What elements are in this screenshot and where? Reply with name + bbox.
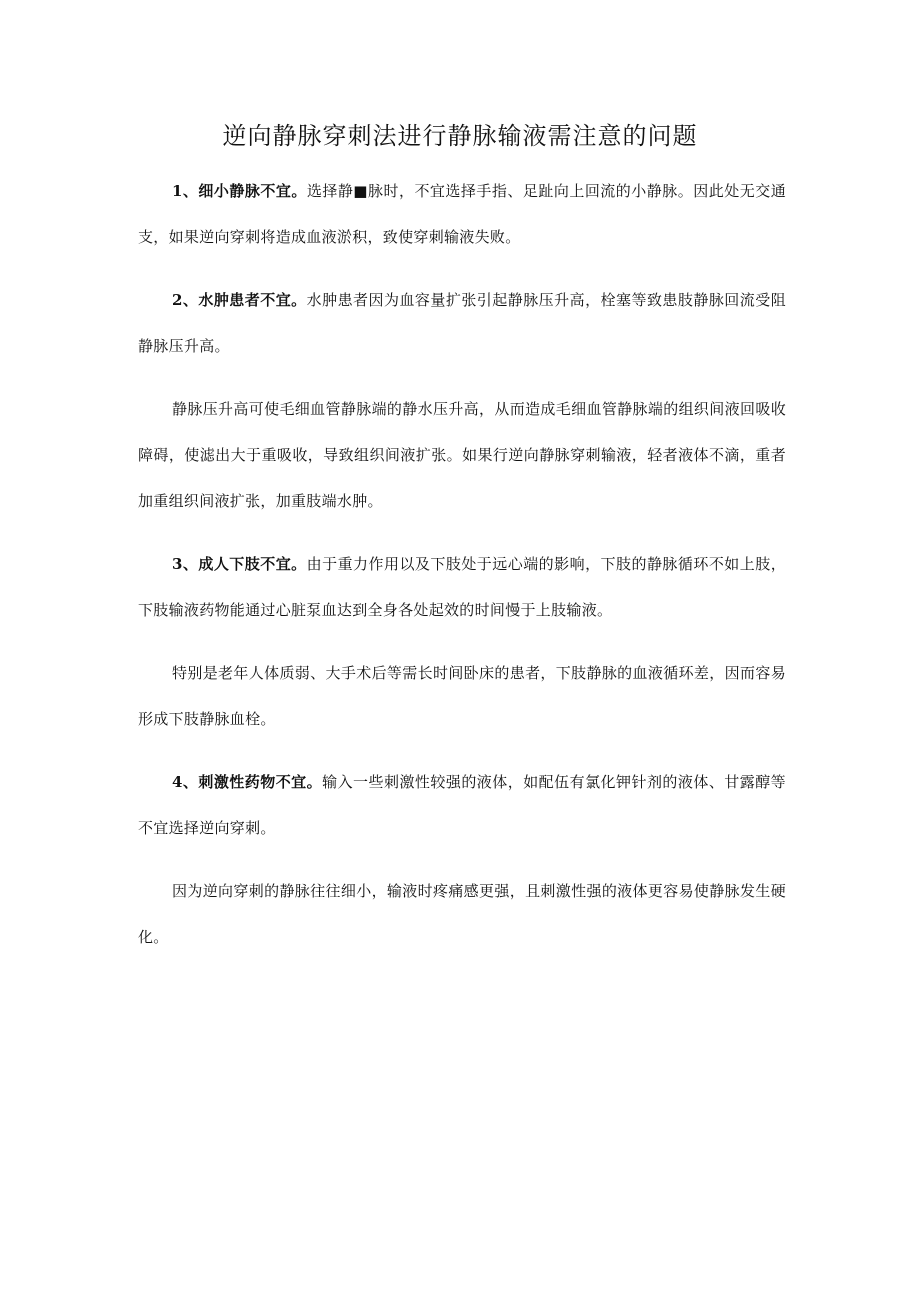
paragraph-text: 水肿患者因为血容量扩张引起静脉压升高，栓塞等致患肢静脉回流受阻静脉压升高。 xyxy=(138,291,786,355)
paragraph-1 xyxy=(138,168,786,260)
paragraph-2 xyxy=(138,277,786,369)
paragraph-4 xyxy=(138,541,786,633)
paragraph-text: 静脉压升高可使毛细血管静脉端的静水压升高，从而造成毛细血管静脉端的组织间液回吸收障碍，使滤出大于重吸收，导致组织间液扩张。如果行逆向静脉穿刺输液，轻者液体不滴，重者加重组织间液扩张，加重肢端水肿。 xyxy=(138,400,786,510)
paragraph-lead: 4、刺激性药物不宜。 xyxy=(172,773,323,791)
paragraph-6 xyxy=(138,759,786,851)
paragraph-7 xyxy=(138,868,786,960)
paragraph-text: 选择静■脉时，不宜选择手指、足趾向上回流的小静脉。因此处无交通支，如果逆向穿刺将造成血液淤积，致使穿刺输液失败。 xyxy=(138,182,786,246)
paragraph-text: 因为逆向穿刺的静脉往往细小，输液时疼痛感更强，且刺激性强的液体更容易使静脉发生硬化。 xyxy=(138,882,786,946)
paragraph-5 xyxy=(138,650,786,742)
paragraph-lead: 3、成人下肢不宜。 xyxy=(172,555,307,573)
document-body xyxy=(138,168,786,977)
paragraph-3 xyxy=(138,386,786,524)
paragraph-lead: 2、水肿患者不宜。 xyxy=(172,291,307,309)
paragraph-text: 特别是老年人体质弱、大手术后等需长时间卧床的患者，下肢静脉的血液循环差，因而容易形成下肢静脉血栓。 xyxy=(138,664,786,728)
paragraph-text: 由于重力作用以及下肢处于远心端的影响，下肢的静脉循环不如上肢，下肢输液药物能通过心脏泵血达到全身各处起效的时间慢于上肢输液。 xyxy=(138,555,786,619)
document-title: 逆向静脉穿刺法进行静脉输液需注意的问题 xyxy=(222,122,698,150)
paragraph-lead: 1、细小静脉不宜。 xyxy=(172,182,307,200)
paragraph-text: 输入一些刺激性较强的液体，如配伍有氯化钾针剂的液体、甘露醇等不宜选择逆向穿刺。 xyxy=(138,773,786,837)
